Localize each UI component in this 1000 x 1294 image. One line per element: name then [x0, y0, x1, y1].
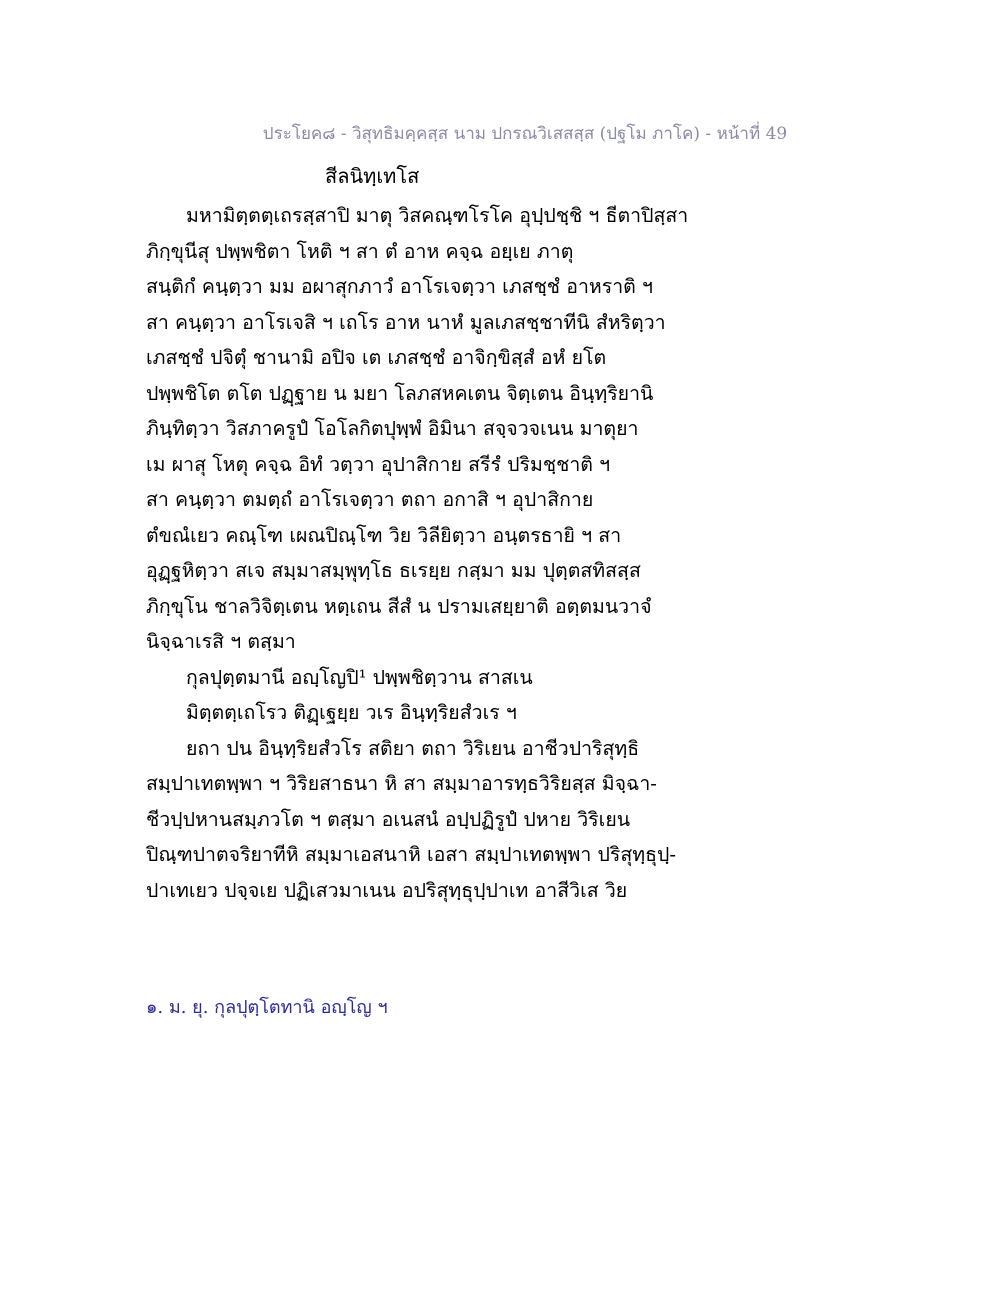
text-line: สมฺปาเทตพฺพา ฯ วิริยสาธนา หิ สา สมฺมาอารทฺธวิริยสฺส มิจฺฉา-: [146, 772, 657, 795]
text-line: นิจฺฉาเรสิ ฯ ตสฺมา: [146, 630, 296, 653]
text-line: อุฏฺฐหิตฺวา สเจ สมฺมาสมฺพุทฺโธ ธเรยฺย กสฺมา มม ปุตฺตสทิสสฺส: [146, 559, 641, 582]
text-line: ปาเทเยว ปจฺจเย ปฏิเสวมาเนน อปริสุทฺธุปฺปาเท อาสีวิเส วิย: [146, 878, 628, 902]
section-title: สีลนิทฺเทโส: [325, 164, 420, 188]
footnote: ๑. ม. ยุ. กุลปุตฺโตทานิ อญฺโญ ฯ: [146, 997, 388, 1018]
text-line: สา คนฺตฺวา ตมตฺถํ อาโรเจตฺวา ตถา อกาสิ ฯ อุปาสิกาย: [146, 488, 594, 511]
text-line: ภิกฺขุโน ชาลวิจิตฺเตน หตฺเถน สีสํ น ปรามเสยฺยาติ อตฺตมนวาจํ: [146, 594, 652, 618]
text-line: เภสชฺชํ ปจิตุํ ชานามิ อปิจ เต เภสชฺชํ อาจิกฺขิสฺสํ อหํ ยโต: [146, 346, 607, 369]
text-line: ภินฺทิตฺวา วิสภาครูปํ โอโลกิตปุพฺพํ อิมินา สจฺจวจเนน มาตุยา: [146, 417, 639, 440]
text-line: เม ผาสุ โหตุ คจฺฉ อิทํ วตฺวา อุปาสิกาย สรีรํ ปริมชฺชาติ ฯ: [146, 452, 611, 476]
text-line: มหามิตฺตตฺเถรสฺสาปิ มาตุ วิสคณฺฑโรโค อุปฺปชฺชิ ฯ ธีตาปิสฺสา: [186, 204, 689, 227]
text-line: ปิณฺฑปาตจริยาทีหิ สมฺมาเอสนาหิ เอสา สมฺปาเทตพฺพา ปริสุทฺธุปฺ-: [146, 843, 677, 866]
text-line: สา คนฺตฺวา อาโรเจสิ ฯ เถโร อาห นาหํ มูลเภสชฺชาทีนิ สํหริตฺวา: [146, 310, 666, 334]
running-header: ประโยค๘ - วิสุทธิมคฺคสฺส นาม ปกรณวิเสสสฺส (ปฐโม ภาโค) - หน้าที่ 49: [262, 124, 788, 144]
text-line: ตํขณํเยว คณฺโฑ เผณปิณฺโฑ วิย วิลียิตฺวา อนฺตรธายิ ฯ สา: [146, 523, 622, 547]
text-line: สนฺติกํ คนฺตฺวา มม อผาสุกภาวํ อาโรเจตฺวา เภสชฺชํ อาหราติ ฯ: [146, 275, 653, 298]
text-line: ปพฺพชิโต ตโต ปฏฺฐาย น มยา โลภสหคเตน จิตฺเตน อินฺทฺริยานิ: [146, 381, 654, 405]
verse-line: มิตฺตตฺเถโรว ติฏฺเฐยฺย วเร อินฺทฺริยสํวเร ฯ: [186, 701, 517, 724]
verse-line: กุลปุตฺตมานี อญฺโญปิ¹ ปพฺพชิตฺวาน สาสเน: [186, 665, 533, 689]
text-line: ชีวปฺปหานสมฺภวโต ฯ ตสฺมา อเนสนํ อปฺปฏิรูปํ ปหาย วิริเยน: [146, 807, 631, 831]
body-text: [146, 198, 866, 908]
text-line: ยถา ปน อินฺทฺริยสํวโร สติยา ตถา วิริเยน อาชีวปาริสุทฺธิ: [186, 736, 640, 760]
text-line: ภิกฺขุนีสุ ปพฺพชิตา โหติ ฯ สา ตํ อาห คจฺฉ อยฺเย ภาตุ: [146, 239, 574, 263]
